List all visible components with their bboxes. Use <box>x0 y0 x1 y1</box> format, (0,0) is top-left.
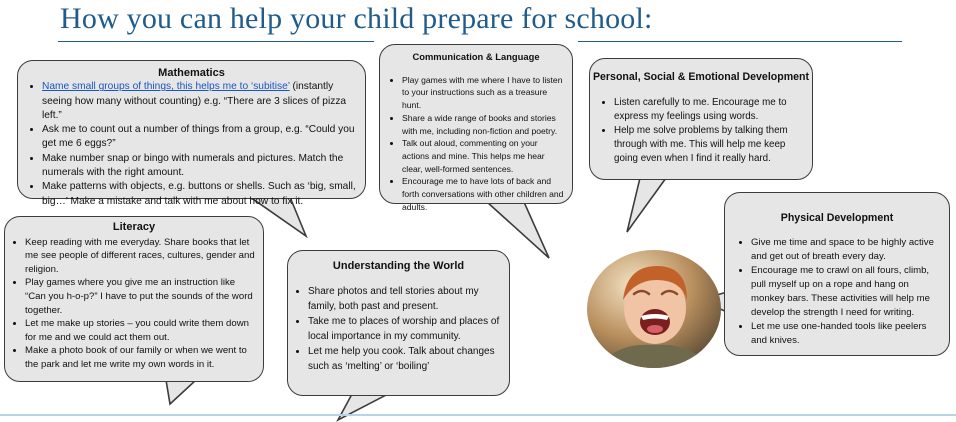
list-item: • Make number snap or bingo with numerals and pictures. Match the numerals with the right amount. <box>42 152 359 181</box>
personal-tail <box>627 178 666 232</box>
list-item: • Play games where you give me an instruction like “Can you h-o-p?” I have to put the sounds of the word together. <box>25 276 257 317</box>
communication-bubble <box>379 44 573 212</box>
understanding-tail <box>338 394 388 420</box>
list-item: • Make a photo book of our family or when we went to the park and let me write my own words in it. <box>25 344 257 371</box>
understanding-bubble <box>287 250 510 396</box>
list-item: • Play games with me where I have to listen to your instructions such as a treasure hunt. <box>402 74 566 112</box>
mathematics-list <box>18 80 365 209</box>
literacy-tail <box>166 380 196 404</box>
physical-heading: Physical Development <box>780 212 894 224</box>
personal-list <box>590 96 812 166</box>
list-item-text: (instantly seeing how many without counting) e.g. “There are 3 slices of pizza left.” <box>42 81 347 121</box>
list-item: • Listen carefully to me. Encourage me to express my feelings using words. <box>614 96 806 124</box>
list-item: • Let me help you cook. Talk about changes such as ‘melting’ or ‘boiling’ <box>308 344 503 374</box>
understanding-heading: Understanding the World <box>332 260 465 272</box>
list-item: • Help me solve problems by talking them through with me. This will help me keep going even when I find it really hard. <box>614 124 806 166</box>
list-item: • Talk out aloud, commenting on your actions and mine. This helps me hear clear, well-formed sentences. <box>402 137 566 175</box>
list-item: • Let me use one-handed tools like peelers and knives. <box>751 320 943 348</box>
list-item: • Make patterns with objects, e.g. buttons or shells. Such as ‘big, small, big…’ Make a mistake and talk with me about how to fix it. <box>42 180 359 209</box>
communication-heading: Communication & Language <box>412 51 540 62</box>
list-item: • Encourage me to crawl on all fours, climb, pull myself up on a rope and hang on monkey bars. These activities will help me develop the strength I need for writing. <box>751 264 943 320</box>
literacy-heading: Literacy <box>112 221 156 233</box>
list-item: • Encourage me to have lots of back and forth conversations with other children and adults. <box>402 175 566 213</box>
personal-heading: Personal, Social & Emotional Development <box>592 71 810 83</box>
list-item: • Let me make up stories – you could write them down for me and we could act them out. <box>25 317 257 344</box>
personal-bubble <box>589 58 813 180</box>
mathematics-heading: Mathematics <box>158 67 225 79</box>
footer-rule <box>0 414 956 416</box>
list-item: • Take me to places of worship and places of local importance in my community. <box>308 314 503 344</box>
page-title: How you can help your child prepare for school: <box>60 2 653 35</box>
laughing-child-image <box>587 250 721 368</box>
list-item: • Ask me to count out a number of things from a group, e.g. “Could you get me 6 eggs?” <box>42 123 359 152</box>
physical-bubble <box>724 192 950 356</box>
literacy-list <box>5 236 263 372</box>
communication-list <box>380 74 572 214</box>
subitise-link[interactable]: Name small groups of things, this helps me to ‘subitise’ <box>42 81 290 93</box>
physical-list <box>725 236 949 348</box>
child-photo <box>587 250 721 368</box>
list-item: • Give me time and space to be highly active and get out of breath every day. <box>751 236 943 264</box>
list-item <box>42 80 359 123</box>
mathematics-bubble <box>17 60 366 207</box>
list-item: • Share a wide range of books and stories with me, including non-fiction and poetry. <box>402 112 566 137</box>
literacy-bubble <box>4 216 264 382</box>
list-item: • Keep reading with me everyday. Share books that let me see people of different races, cultures, gender and religion. <box>25 236 257 277</box>
list-item: • Share photos and tell stories about my family, both past and present. <box>308 284 503 314</box>
understanding-list <box>288 284 509 374</box>
